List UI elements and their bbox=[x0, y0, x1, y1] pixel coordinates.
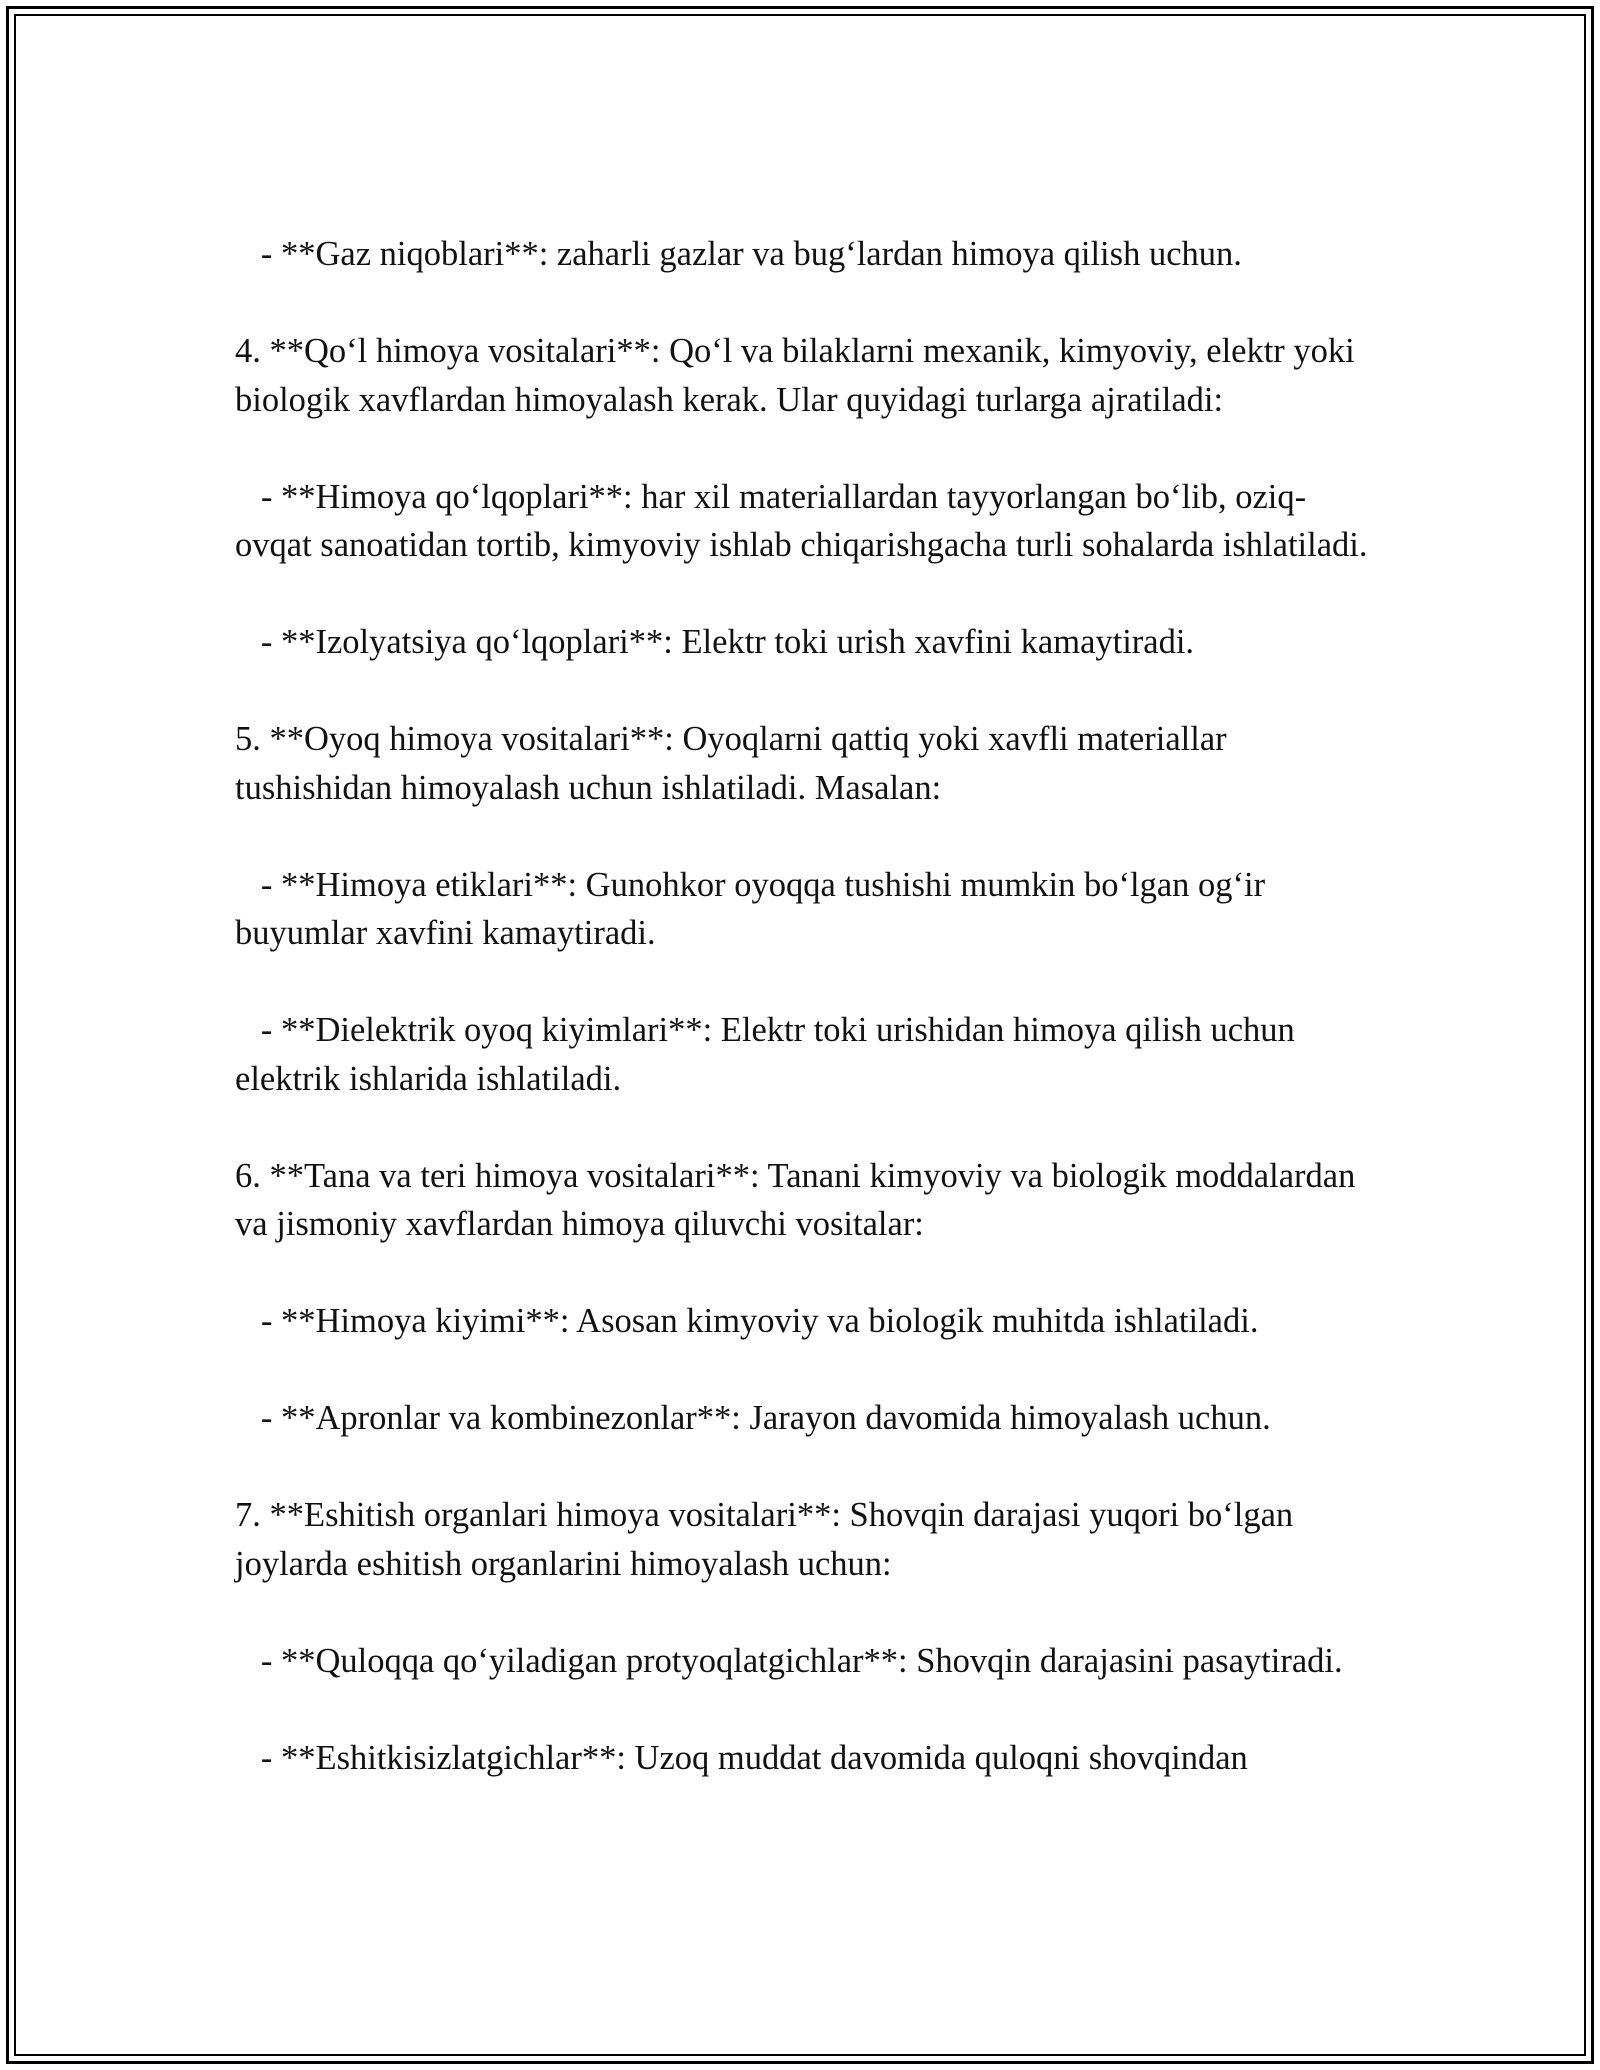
section-foot-protection: 5. **Oyoq himoya vositalari**: Oyoqlarni qattiq yoki xavfli materiallar tushishidan himoyalash uchun ishlatiladi. Masalan: bbox=[235, 720, 1236, 807]
list-item-gas-masks: - **Gaz niqoblari**: zaharli gazlar va bug‘lardan himoya qilish uchun. bbox=[235, 235, 1242, 273]
section-body-skin-protection: 6. **Tana va teri himoya vositalari**: Tanani kimyoviy va biologik moddalardan va jismoniy xavflardan himoya qiluvchi vositalar: bbox=[235, 1156, 1364, 1243]
document-body bbox=[235, 230, 1375, 1782]
list-item-aprons-coveralls: - **Apronlar va kombinezonlar**: Jarayon davomida himoyalash uchun. bbox=[235, 1399, 1271, 1437]
section-hearing-protection: 7. **Eshitish organlari himoya vositalari**: Shovqin darajasi yuqori bo‘lgan joylarda eshitish organlarini himoyalash uchun: bbox=[235, 1496, 1302, 1583]
list-item-dielectric-footwear: - **Dielektrik oyoq kiyimlari**: Elektr toki urishidan himoya qilish uchun elektrik ishlarida ishlatiladi. bbox=[235, 1011, 1304, 1098]
list-item-protective-clothing: - **Himoya kiyimi**: Asosan kimyoviy va biologik muhitda ishlatiladi. bbox=[235, 1302, 1259, 1340]
list-item-protective-gloves: - **Himoya qo‘lqoplari**: har xil materiallardan tayyorlangan bo‘lib, oziq-ovqat sanoatidan tortib, kimyoviy ishlab chiqarishgacha turli sohalarda ishlatiladi. bbox=[235, 477, 1368, 564]
list-item-ear-plugs: - **Quloqqa qo‘yiladigan protyoqlatgichlar**: Shovqin darajasini pasaytiradi. bbox=[235, 1641, 1343, 1680]
list-item-ear-muffs: - **Eshitkisizlatgichlar**: Uzoq muddat davomida quloqni shovqindan bbox=[235, 1738, 1248, 1777]
list-item-insulating-gloves: - **Izolyatsiya qo‘lqoplari**: Elektr toki urish xavfini kamaytiradi. bbox=[235, 623, 1195, 661]
list-item-protective-boots: - **Himoya etiklari**: Gunohkor oyoqqa tushishi mumkin bo‘lgan og‘ir buyumlar xavfini kamaytiradi. bbox=[235, 865, 1274, 952]
section-hand-protection: 4. **Qo‘l himoya vositalari**: Qo‘l va bilaklarni mexanik, kimyoviy, elektr yoki biologik xavflardan himoyalash kerak. Ular quyidagi turlarga ajratiladi: bbox=[235, 332, 1364, 419]
